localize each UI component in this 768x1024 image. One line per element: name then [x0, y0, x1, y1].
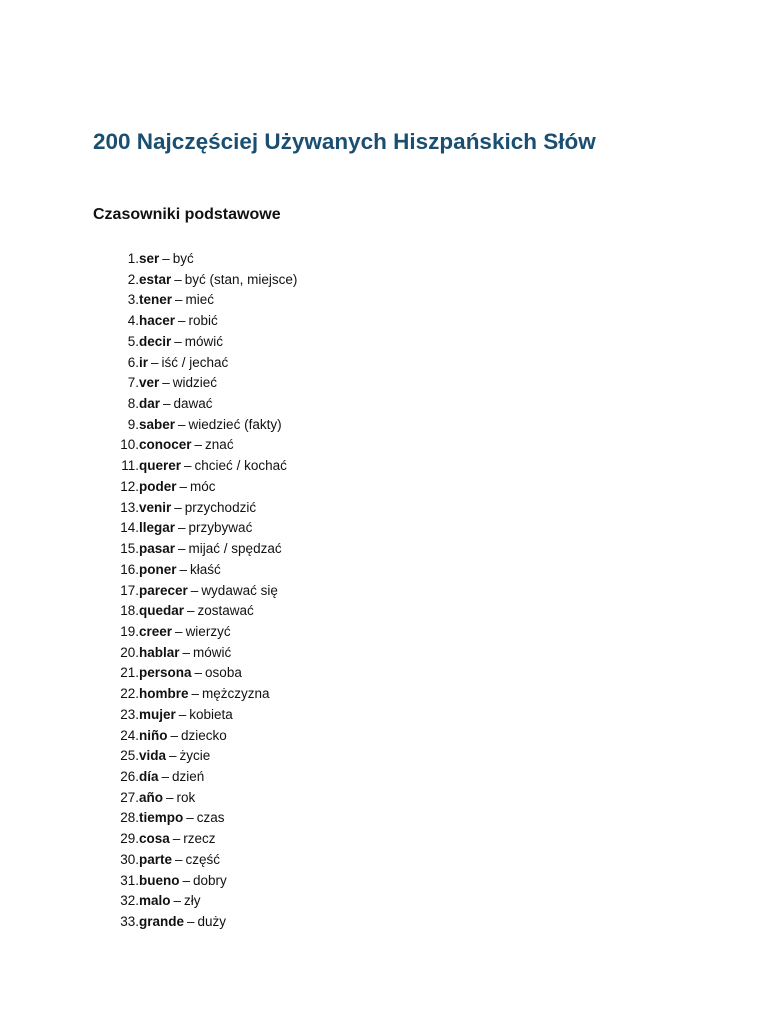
spanish-word: llegar: [139, 520, 176, 536]
polish-translation: mówić: [184, 333, 224, 349]
polish-translation: dziecko: [181, 727, 227, 743]
list-item: [93, 456, 297, 477]
separator: –: [170, 727, 179, 743]
spanish-word: creer: [139, 623, 173, 639]
polish-translation: kłaść: [190, 561, 221, 577]
item-number: 8.: [127, 396, 139, 412]
spanish-word: quedar: [139, 603, 185, 619]
separator: –: [178, 541, 186, 557]
separator: –: [175, 851, 183, 867]
separator: –: [162, 251, 170, 266]
list-item: [93, 435, 297, 456]
item-number: 28.: [120, 810, 139, 826]
item-entry: [139, 311, 218, 332]
item-number: 6.: [127, 354, 139, 370]
spanish-word: hombre: [139, 686, 189, 702]
spanish-word: grande: [139, 914, 185, 929]
list-item: [93, 622, 297, 643]
list-item: [93, 912, 297, 933]
polish-translation: chcieć / kochać: [194, 458, 287, 474]
list-item: [93, 746, 297, 767]
list-item: [93, 808, 297, 829]
item-number: 15.: [120, 541, 139, 557]
polish-translation: duży: [197, 914, 227, 929]
item-entry: [139, 912, 226, 933]
spanish-word: ver: [139, 375, 160, 391]
list-item: [93, 311, 297, 332]
item-entry: [139, 518, 252, 539]
spanish-word: parecer: [139, 582, 188, 598]
spanish-word: parte: [139, 851, 173, 867]
item-number: 32.: [120, 893, 139, 909]
item-number: 23.: [120, 706, 139, 722]
item-entry: [139, 850, 220, 871]
separator: –: [191, 686, 200, 702]
item-entry: [139, 581, 278, 602]
spanish-word: vida: [139, 748, 167, 764]
list-item: [93, 891, 297, 912]
separator: –: [179, 478, 188, 494]
item-entry: [139, 622, 231, 643]
polish-translation: czas: [196, 810, 225, 826]
spanish-word: decir: [139, 333, 172, 349]
polish-translation: dzień: [172, 768, 205, 784]
list-item: [93, 560, 297, 581]
list-item: [93, 871, 297, 892]
item-number: 24.: [120, 727, 139, 743]
polish-translation: wiedzieć (fakty): [188, 416, 282, 432]
separator: –: [151, 354, 159, 370]
polish-translation: wierzyć: [185, 623, 231, 639]
polish-translation: być (stan, miejsce): [184, 271, 298, 287]
polish-translation: móc: [190, 478, 216, 494]
separator: –: [169, 748, 177, 764]
separator: –: [162, 375, 170, 391]
list-item: [93, 415, 297, 436]
list-item: [93, 498, 297, 519]
separator: –: [178, 706, 187, 722]
spanish-word: bueno: [139, 872, 180, 888]
item-entry: [139, 270, 297, 291]
list-item: [93, 684, 297, 705]
separator: –: [174, 271, 182, 287]
polish-translation: mężczyzna: [202, 686, 270, 702]
separator: –: [174, 333, 182, 349]
separator: –: [186, 810, 194, 826]
list-item: [93, 332, 297, 353]
separator: –: [184, 458, 192, 474]
spanish-word: estar: [139, 271, 172, 287]
separator: –: [173, 893, 182, 909]
list-item: [93, 518, 297, 539]
item-number: 16.: [120, 561, 139, 577]
list-item: [93, 477, 297, 498]
item-entry: [139, 726, 227, 747]
item-number: 31.: [120, 872, 139, 888]
item-number: 10.: [120, 437, 139, 453]
polish-translation: znać: [205, 437, 234, 453]
polish-translation: być: [172, 251, 194, 266]
polish-translation: wydawać się: [201, 582, 278, 598]
item-number: 27.: [120, 789, 139, 805]
item-entry: [139, 705, 233, 726]
spanish-word: hacer: [139, 313, 176, 329]
item-number: 7.: [127, 375, 139, 391]
item-entry: [139, 394, 213, 415]
spanish-word: ser: [139, 251, 160, 266]
spanish-word: cosa: [139, 831, 170, 847]
separator: –: [172, 831, 181, 847]
list-item: [93, 373, 297, 394]
polish-translation: przybywać: [188, 520, 253, 536]
spanish-word: tener: [139, 292, 173, 308]
separator: –: [178, 520, 186, 536]
spanish-word: malo: [139, 893, 171, 909]
item-entry: [139, 788, 195, 809]
section-heading: Czasowniki podstawowe: [93, 206, 281, 223]
item-entry: [139, 601, 254, 622]
item-number: 33.: [120, 914, 139, 929]
item-entry: [139, 290, 214, 311]
item-number: 29.: [120, 831, 139, 847]
polish-translation: iść / jechać: [161, 354, 229, 370]
spanish-word: pasar: [139, 541, 176, 557]
list-item: [93, 788, 297, 809]
item-number: 19.: [120, 623, 139, 639]
item-number: 13.: [120, 499, 139, 515]
list-item: [93, 601, 297, 622]
document-title: 200 Najczęściej Używanych Hiszpańskich Słów: [93, 129, 596, 154]
separator: –: [161, 768, 170, 784]
polish-translation: osoba: [205, 665, 242, 681]
list-item: [93, 539, 297, 560]
list-item: [93, 767, 297, 788]
item-entry: [139, 435, 234, 456]
separator: –: [175, 292, 183, 308]
spanish-word: mujer: [139, 706, 176, 722]
separator: –: [163, 396, 171, 412]
spanish-word: hablar: [139, 644, 180, 660]
spanish-word: conocer: [139, 437, 192, 453]
item-entry: [139, 808, 225, 829]
polish-translation: mówić: [193, 644, 232, 660]
item-entry: [139, 643, 231, 664]
item-entry: [139, 249, 194, 270]
item-entry: [139, 663, 242, 684]
item-number: 17.: [120, 582, 139, 598]
item-number: 4.: [127, 313, 139, 329]
item-entry: [139, 456, 287, 477]
item-number: 18.: [120, 603, 139, 619]
item-entry: [139, 332, 223, 353]
spanish-word: poder: [139, 478, 177, 494]
item-entry: [139, 539, 282, 560]
polish-translation: zostawać: [197, 603, 254, 619]
list-item: [93, 270, 297, 291]
list-item: [93, 249, 297, 270]
separator: –: [194, 437, 203, 453]
separator: –: [178, 416, 186, 432]
polish-translation: rzecz: [183, 831, 216, 847]
separator: –: [166, 789, 174, 805]
list-item: [93, 850, 297, 871]
list-item: [93, 829, 297, 850]
spanish-word: dar: [139, 396, 161, 412]
item-entry: [139, 498, 256, 519]
polish-translation: część: [185, 851, 221, 867]
list-item: [93, 663, 297, 684]
list-item: [93, 643, 297, 664]
item-number: 25.: [120, 748, 139, 764]
item-entry: [139, 746, 210, 767]
item-entry: [139, 767, 204, 788]
polish-translation: widzieć: [172, 375, 218, 391]
polish-translation: rok: [176, 789, 196, 805]
item-number: 12.: [120, 478, 139, 494]
spanish-word: querer: [139, 458, 182, 474]
item-entry: [139, 373, 217, 394]
separator: –: [182, 644, 191, 660]
item-number: 14.: [120, 520, 139, 536]
item-number: 21.: [120, 665, 139, 681]
separator: –: [182, 872, 191, 888]
list-item: [93, 705, 297, 726]
list-item: [93, 726, 297, 747]
item-entry: [139, 560, 221, 581]
item-number: 11.: [121, 458, 139, 474]
spanish-word: venir: [139, 499, 172, 515]
item-number: 5.: [127, 333, 139, 349]
spanish-word: tiempo: [139, 810, 184, 826]
item-entry: [139, 684, 270, 705]
polish-translation: mieć: [185, 292, 215, 308]
spanish-word: ir: [139, 354, 149, 370]
polish-translation: dobry: [193, 872, 227, 888]
item-entry: [139, 871, 227, 892]
separator: –: [178, 313, 186, 329]
item-entry: [139, 353, 228, 374]
separator: –: [174, 499, 182, 515]
item-entry: [139, 477, 216, 498]
spanish-word: persona: [139, 665, 192, 681]
separator: –: [175, 623, 183, 639]
list-item: [93, 394, 297, 415]
polish-translation: dawać: [173, 396, 213, 412]
item-number: 2.: [127, 271, 139, 287]
spanish-word: día: [139, 768, 159, 784]
spanish-word: año: [139, 789, 164, 805]
list-item: [93, 290, 297, 311]
item-entry: [139, 829, 216, 850]
item-number: 26.: [120, 768, 139, 784]
separator: –: [187, 603, 195, 619]
spanish-word: poner: [139, 561, 177, 577]
polish-translation: mijać / spędzać: [188, 541, 282, 557]
item-number: 1.: [127, 251, 139, 266]
polish-translation: zły: [184, 893, 201, 909]
spanish-word: saber: [139, 416, 176, 432]
item-number: 3.: [127, 292, 139, 308]
list-item: [93, 353, 297, 374]
item-number: 9.: [127, 416, 139, 432]
separator: –: [190, 582, 199, 598]
polish-translation: życie: [179, 748, 211, 764]
separator: –: [179, 561, 188, 577]
polish-translation: robić: [188, 313, 218, 329]
separator: –: [187, 914, 195, 929]
item-number: 30.: [120, 851, 139, 867]
separator: –: [194, 665, 203, 681]
item-number: 22.: [120, 686, 139, 702]
word-list: [93, 249, 297, 933]
polish-translation: przychodzić: [184, 499, 257, 515]
polish-translation: kobieta: [189, 706, 233, 722]
item-number: 20.: [120, 644, 139, 660]
item-entry: [139, 415, 282, 436]
item-entry: [139, 891, 201, 912]
spanish-word: niño: [139, 727, 168, 743]
list-item: [93, 581, 297, 602]
